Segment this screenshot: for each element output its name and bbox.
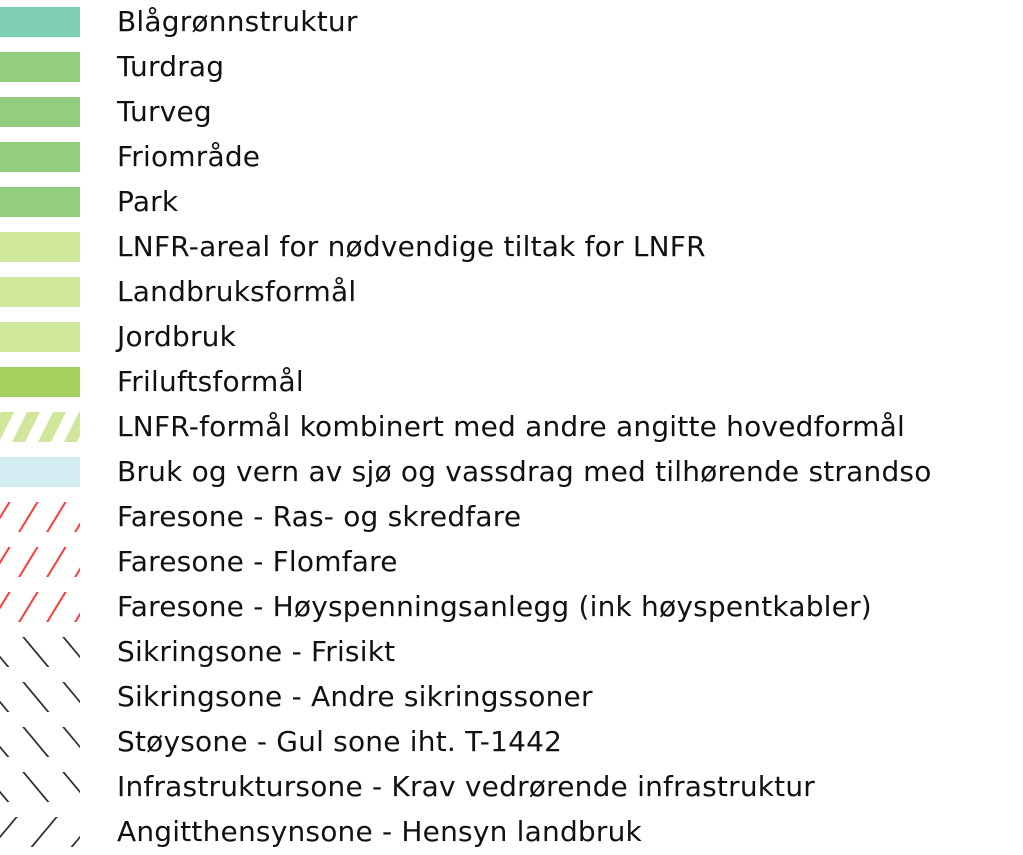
fill-rect — [0, 232, 80, 262]
fill-rect — [0, 457, 80, 487]
legend-symbol — [0, 637, 80, 667]
hatch-line — [74, 547, 80, 577]
hatch-line — [70, 817, 80, 847]
legend-label: Friområde — [117, 140, 261, 173]
legend-label: Sikringsone - Frisikt — [117, 635, 396, 668]
legend-symbol — [0, 7, 80, 37]
legend-symbol — [0, 592, 80, 622]
legend-symbol — [0, 232, 80, 262]
legend-item-friomrade — [0, 135, 1023, 180]
hatch-line — [46, 502, 68, 532]
fill-rect — [0, 52, 80, 82]
legend-label: LNFR-formål kombinert med andre angitte hovedformål — [117, 410, 906, 443]
legend-swatch — [0, 97, 80, 127]
legend-swatch — [0, 817, 80, 847]
legend-swatch — [0, 277, 80, 307]
legend-label: LNFR-areal for nødvendige tiltak for LNFR — [117, 230, 706, 263]
legend-swatch — [0, 142, 80, 172]
legend-symbol — [0, 97, 80, 127]
fill-rect — [0, 142, 80, 172]
hatch-line — [74, 502, 80, 532]
legend-symbol — [0, 727, 80, 757]
legend-item-hensyn-landbruk — [0, 810, 1023, 855]
legend-symbol — [0, 52, 80, 82]
legend-item-park — [0, 180, 1023, 225]
legend-swatch — [0, 772, 80, 802]
legend-label: Turveg — [117, 95, 212, 128]
legend-label: Faresone - Flomfare — [117, 545, 398, 578]
legend-symbol — [0, 412, 80, 442]
legend-item-friluftsformal — [0, 360, 1023, 405]
hatch-line — [20, 727, 50, 757]
legend-label: Angitthensynsone - Hensyn landbruk — [117, 815, 642, 848]
stripe — [38, 412, 66, 442]
legend-label: Friluftsformål — [117, 365, 304, 398]
legend-symbol — [0, 187, 80, 217]
hatch-line — [0, 502, 12, 532]
legend-item-infrastruktursone — [0, 765, 1023, 810]
legend-swatch — [0, 187, 80, 217]
stripe — [12, 412, 40, 442]
legend-item-faresone-hoyspenning — [0, 585, 1023, 630]
legend-label: Jordbruk — [117, 320, 237, 353]
legend-swatch — [0, 547, 80, 577]
legend-item-faresone-ras — [0, 495, 1023, 540]
legend-item-faresone-flom — [0, 540, 1023, 585]
legend-label: Faresone - Ras- og skredfare — [117, 500, 522, 533]
legend-symbol — [0, 772, 80, 802]
legend-item-turveg — [0, 90, 1023, 135]
fill-rect — [0, 322, 80, 352]
legend-swatch — [0, 367, 80, 397]
legend-label: Turdrag — [117, 50, 225, 83]
stripe — [64, 412, 80, 442]
legend-item-blagronnstruktur — [0, 0, 1023, 45]
fill-rect — [0, 97, 80, 127]
hatch-line — [0, 682, 10, 712]
legend-label: Støysone - Gul sone iht. T-1442 — [117, 725, 563, 758]
legend-symbol — [0, 457, 80, 487]
legend-swatch — [0, 502, 80, 532]
legend-swatch — [0, 322, 80, 352]
legend-item-stoysone — [0, 720, 1023, 765]
hatch-line — [74, 592, 80, 622]
legend-label: Landbruksformål — [117, 275, 357, 308]
fill-rect — [0, 367, 80, 397]
fill-rect — [0, 187, 80, 217]
hatch-line — [46, 592, 68, 622]
legend-label: Blågrønnstruktur — [117, 5, 358, 38]
legend-item-lnfr-kombinert — [0, 405, 1023, 450]
hatch-line — [30, 817, 60, 847]
legend-swatch — [0, 52, 80, 82]
legend-item-lnfr-areal — [0, 225, 1023, 270]
hatch-line — [60, 637, 80, 667]
hatch-line — [0, 637, 10, 667]
legend-swatch — [0, 637, 80, 667]
legend-item-sjo-vassdrag — [0, 450, 1023, 495]
hatch-line — [46, 547, 68, 577]
hatch-line — [18, 502, 40, 532]
hatch-line — [18, 547, 40, 577]
legend-swatch — [0, 592, 80, 622]
legend-item-landbruksformal — [0, 270, 1023, 315]
legend-item-sikringsone-frisikt — [0, 630, 1023, 675]
hatch-line — [60, 682, 80, 712]
stripe — [0, 412, 14, 442]
legend-label: Park — [117, 185, 179, 218]
legend-symbol — [0, 322, 80, 352]
legend-item-jordbruk — [0, 315, 1023, 360]
hatch-line — [60, 772, 80, 802]
hatch-line — [18, 592, 40, 622]
hatch-line — [20, 772, 50, 802]
hatch-line — [60, 727, 80, 757]
legend-label: Bruk og vern av sjø og vassdrag med tilhørende strandso — [117, 455, 932, 488]
hatch-line — [0, 727, 10, 757]
legend-swatch — [0, 727, 80, 757]
legend-swatch — [0, 412, 80, 442]
hatch-line — [20, 682, 50, 712]
fill-rect — [0, 7, 80, 37]
hatch-line — [0, 547, 12, 577]
legend-label: Faresone - Høyspenningsanlegg (ink høyspentkabler) — [117, 590, 872, 623]
legend-symbol — [0, 502, 80, 532]
legend-swatch — [0, 682, 80, 712]
legend-item-turdrag — [0, 45, 1023, 90]
legend-symbol — [0, 547, 80, 577]
legend-item-sikringsone-andre — [0, 675, 1023, 720]
legend-symbol — [0, 142, 80, 172]
hatch-line — [0, 592, 12, 622]
legend-swatch — [0, 7, 80, 37]
legend-swatch — [0, 457, 80, 487]
legend-swatch — [0, 232, 80, 262]
hatch-line — [20, 637, 50, 667]
legend-label: Sikringsone - Andre sikringssoner — [117, 680, 593, 713]
legend-label: Infrastruktursone - Krav vedrørende infrastruktur — [117, 770, 816, 803]
legend-symbol — [0, 277, 80, 307]
legend-symbol — [0, 367, 80, 397]
legend-symbol — [0, 682, 80, 712]
legend-symbol — [0, 817, 80, 847]
fill-rect — [0, 277, 80, 307]
hatch-line — [0, 772, 10, 802]
hatch-line — [0, 817, 20, 847]
